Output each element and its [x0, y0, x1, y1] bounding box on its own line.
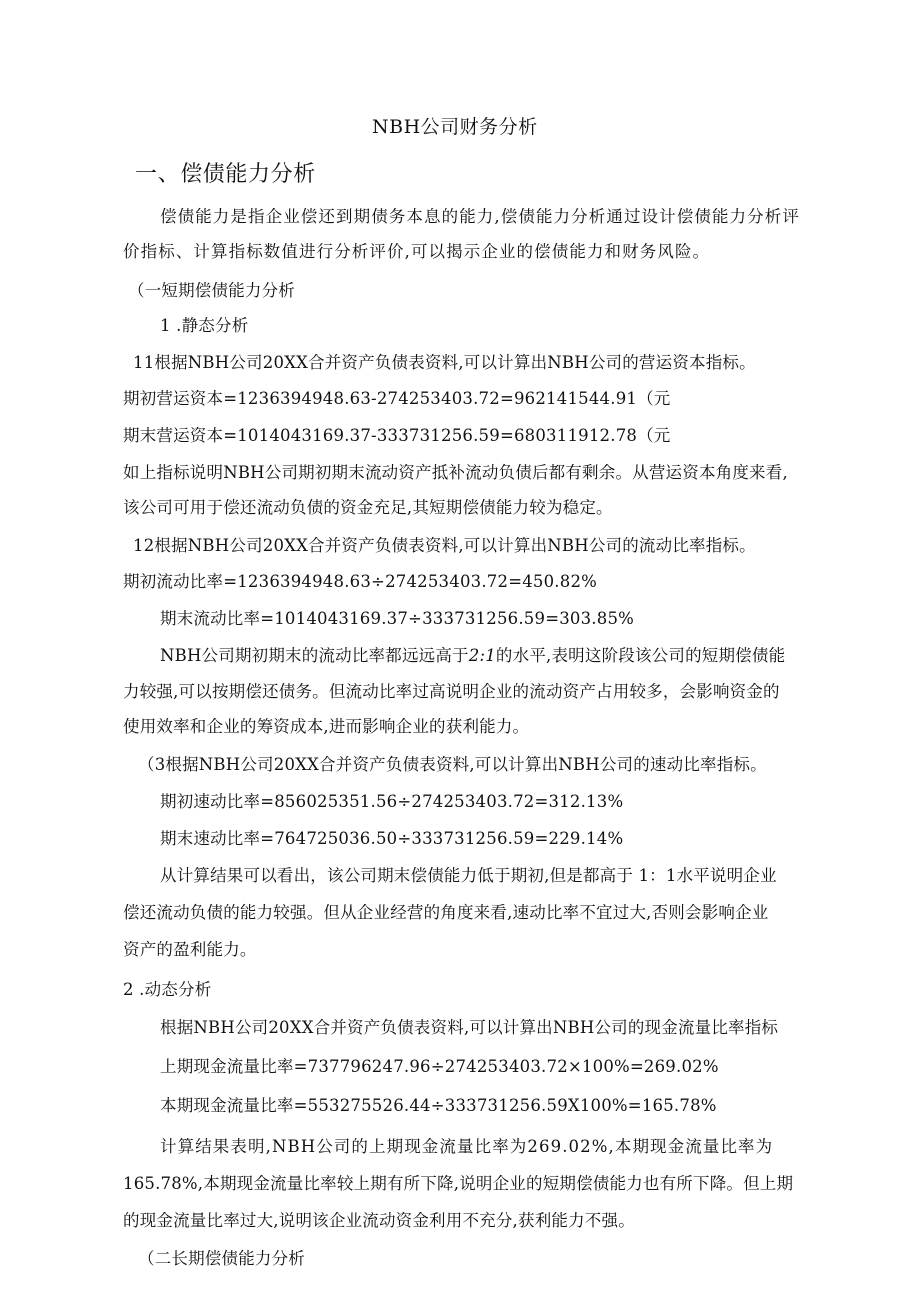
subsection-heading: （二长期偿债能力分析 — [138, 1249, 305, 1268]
section-heading: 一、偿债能力分析 — [135, 162, 316, 187]
formula-line: 期末营运资本=1014043169.37-333731256.59=680311912.78（元 — [123, 426, 671, 445]
paragraph-line: 从计算结果可以看出，该公司期末偿债能力低于期初,但是都高于 1：1水平说明企业 — [160, 866, 777, 885]
formula-line: 期初流动比率=1236394948.63÷274253403.72=450.82% — [123, 572, 598, 591]
paragraph-line — [160, 644, 785, 668]
paragraph-line: 165.78%,本期现金流量比率较上期有所下降,说明企业的短期偿债能力也有所下降。但上期 — [123, 1174, 794, 1193]
paragraph-line: 偿债能力是指企业偿还到期债务本息的能力,偿债能力分析通过设计偿债能力分析评 — [160, 207, 800, 226]
paragraph-line: 11根据NBH公司20XX合并资产负债表资料,可以计算出NBH公司的营运资本指标。 — [133, 353, 756, 372]
formula-line: 期末速动比率=764725036.50÷333731256.59=229.14% — [160, 829, 624, 848]
page-title: NBH公司财务分析 — [372, 116, 538, 138]
formula-line: 上期现金流量比率=737796247.96÷274253403.72×100%=269.02% — [160, 1057, 719, 1076]
paragraph-line: 资产的盈利能力。 — [123, 940, 257, 959]
paragraph-line: （3根据NBH公司20XX合并资产负债表资料,可以计算出NBH公司的速动比率指标。 — [138, 755, 767, 774]
text-span: NBH公司期初期末的流动比率都远远高于 — [160, 646, 469, 665]
point-heading: 1 .静态分析 — [160, 316, 249, 335]
paragraph-line: 计算结果表明,NBH公司的上期现金流量比率为269.02%,本期现金流量比率为 — [160, 1137, 774, 1156]
ratio-text: 2:1 — [468, 646, 496, 665]
paragraph-line: 如上指标说明NBH公司期初期末流动资产抵补流动负债后都有剩余。从营运资本角度来看, — [123, 463, 788, 482]
paragraph-line: 使用效率和企业的筹资成本,进而影响企业的获利能力。 — [123, 717, 530, 736]
point-heading: 2 .动态分析 — [123, 980, 212, 999]
paragraph-line: 价指标、计算指标数值进行分析评价,可以揭示企业的偿债能力和财务风险。 — [123, 242, 711, 261]
paragraph-line: 该公司可用于偿还流动负债的资金充足,其短期偿债能力较为稳定。 — [123, 498, 613, 517]
paragraph-line: 根据NBH公司20XX合并资产负债表资料,可以计算出NBH公司的现金流量比率指标 — [160, 1018, 779, 1037]
text-span: 的水平,表明这阶段该公司的短期偿债能 — [495, 646, 786, 665]
paragraph-line: 的现金流量比率过大,说明该企业流动资金利用不充分,获利能力不强。 — [123, 1211, 635, 1230]
formula-line: 本期现金流量比率=553275526.44÷333731256.59X100%=165.78% — [160, 1096, 717, 1115]
formula-line: 期末流动比率=1014043169.37÷333731256.59=303.85% — [160, 609, 635, 628]
paragraph-line: 力较强,可以按期偿还债务。但流动比率过高说明企业的流动资产占用较多，会影响资金的 — [123, 682, 780, 701]
subsection-heading: （一短期偿债能力分析 — [128, 281, 295, 300]
formula-line: 期初营运资本=1236394948.63-274253403.72=962141544.91（元 — [123, 389, 671, 408]
paragraph-line: 偿还流动负债的能力较强。但从企业经营的角度来看,速动比率不宜过大,否则会影响企业 — [123, 903, 769, 922]
paragraph-line: 12根据NBH公司20XX合并资产负债表资料,可以计算出NBH公司的流动比率指标。 — [133, 536, 756, 555]
formula-line: 期初速动比率=856025351.56÷274253403.72=312.13% — [160, 792, 624, 811]
